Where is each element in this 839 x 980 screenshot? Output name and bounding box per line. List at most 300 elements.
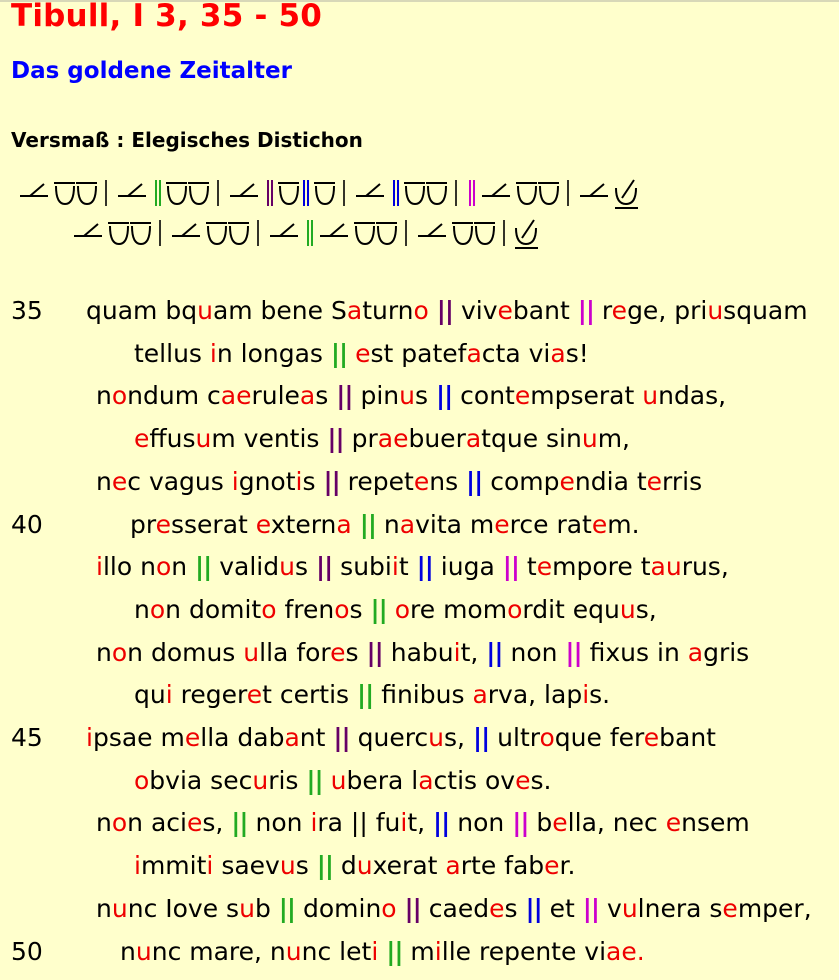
verse-fragment: non [449,808,513,838]
verse-fragment: s [294,552,316,582]
stressed-syllable: o [394,594,411,624]
longum-symbol [20,184,48,196]
stressed-syllable: e [559,466,575,496]
verse-fragment: n [96,381,112,411]
stressed-syllable: a [299,381,316,411]
stressed-syllable: o [507,594,523,624]
stressed-syllable: ae [220,381,252,411]
stressed-syllable: i [371,936,379,966]
verse-fragment: bant [659,723,716,752]
verse-text-line [96,552,729,581]
breve-symbol [354,223,375,244]
verse-fragment: pr [130,509,156,539]
verse-text-line [96,467,702,496]
caesura-mark: || [316,851,333,881]
verse-fragment: ultr [489,723,540,752]
verse-fragment: s, [444,723,473,752]
verse-fragment: non [502,637,566,667]
stressed-syllable: o [155,552,172,582]
verse-fragment: m. [607,509,640,539]
stressed-syllable: i [134,851,141,881]
caesura-mark: || [512,808,529,838]
stressed-syllable: u [252,765,269,795]
verse-fragment: m [402,936,435,966]
verse-fragment: n [375,509,400,539]
verse-fragment: sserat [171,509,256,539]
breve-symbol [376,223,397,244]
stressed-syllable: u [197,296,213,325]
stressed-syllable: i [295,466,303,496]
stressed-syllable: e [722,893,738,923]
verse-fragment: n [134,594,150,624]
caesura-mark: || [315,552,333,582]
verse-fragment: pin [352,381,400,411]
verse-fragment: n aci [127,808,187,838]
verse-fragment: subi [332,552,392,582]
stressed-syllable: o [149,594,166,624]
breve-symbol [108,223,129,244]
verse-fragment: gnot [238,466,296,496]
meter-scheme-pentameter [72,214,772,254]
verse-fragment: habu [382,637,454,667]
stressed-syllable: e [255,509,271,539]
verse-fragment: viv [453,296,498,325]
breve-symbol [426,183,447,204]
verse-fragment: turn [362,296,414,325]
caesura-mark: || [472,723,490,752]
verse-fragment: s [504,893,526,923]
stressed-syllable: a [336,509,352,539]
stressed-syllable: o [261,594,277,624]
verse-fragment: ndas, [658,381,727,411]
caesura-mark: || [327,424,344,454]
verse-fragment: lla, nec [567,808,666,838]
verse-line [0,808,839,851]
verse-fragment: lnera s [637,893,723,923]
stressed-syllable: e [544,851,560,881]
caesura-mark [308,220,312,246]
stressed-syllable: i [165,680,173,710]
caesura-mark: || [330,338,348,368]
breve-symbol [452,223,473,244]
stressed-syllable: i [231,466,239,496]
verse-fragment: lle repente vi [441,936,607,966]
stressed-syllable: u [279,552,295,582]
caesura-mark: || [323,466,340,496]
caesura-mark [394,180,398,206]
verse-fragment: nibus [396,680,473,710]
verse-fragment: t [398,552,417,582]
verse-fragment: valid [211,552,280,582]
stressed-syllable: i [310,808,318,838]
stressed-syllable: e [514,381,531,411]
stressed-syllable: a [346,296,363,325]
verse-fragment: t certis [262,680,357,710]
stressed-syllable: u [581,424,598,454]
longum-symbol [418,224,446,236]
verse-line [0,851,839,894]
verse-fragment: n [171,552,196,582]
caesura-mark: || [336,381,353,411]
verse-fragment [347,339,355,368]
stressed-syllable: a [399,509,416,539]
stressed-syllable: e [552,808,568,838]
breve-symbol [404,183,425,204]
stressed-syllable: a [550,338,566,368]
caesura-mark: || [370,594,387,624]
verse-fragment: n [96,808,112,838]
stressed-syllable: i [582,680,590,710]
verse-fragment: nsem [681,808,750,838]
stressed-syllable: i [391,552,399,582]
stressed-syllable: e [646,466,663,496]
caesura-mark [156,180,160,206]
verse-fragment: re mom [410,594,508,624]
verse-fragment: n [120,936,136,966]
stressed-syllable: i [96,552,103,582]
verse-fragment: ra || fu [317,808,401,838]
verse-text-line [96,381,726,410]
stressed-syllable: e [134,424,150,454]
caesura-mark: || [502,552,519,582]
line-number: 50 [11,936,43,966]
verse-fragment: comp [482,466,560,496]
longum-symbol [482,184,510,196]
verse-fragment: s [315,381,337,411]
verse-line [0,723,839,766]
verse-fragment: cta vi [481,338,551,368]
verse-text-line [134,851,575,880]
verse-fragment: rte fab [460,851,545,881]
verse-line [0,595,839,638]
verse-fragment: b [528,808,553,838]
stressed-syllable: u [621,893,638,923]
verse-fragment [323,766,331,795]
verse-fragment: ns [429,466,467,496]
verse-fragment: mpserat [530,381,643,411]
verse-fragment: lla dab [200,723,285,752]
verse-fragment: saev [213,851,280,881]
stressed-syllable: e [611,296,628,325]
verse-fragment: pr [343,424,378,454]
meter-label: Versmaß : Elegisches Distichon [11,128,363,152]
breve-symbol [54,183,75,204]
verse-fragment: xerat [372,851,446,881]
stressed-syllable: o [111,381,128,411]
stressed-syllable: e [246,680,263,710]
stressed-syllable: i [434,936,442,966]
stressed-syllable: a [284,723,300,752]
verse-line [0,894,839,937]
stressed-syllable: u [111,893,128,923]
verse-fragment: psae m [92,723,185,752]
verse-text-line [130,510,640,539]
anceps-symbol [615,180,638,208]
verse-fragment: bvia sec [149,765,253,795]
verse-line [0,467,839,510]
stressed-syllable: i [400,808,408,838]
breve-symbol [228,223,249,244]
verse-fragment: xtern [270,509,337,539]
verse-text-line [134,424,630,453]
verse-fragment: ctis ov [433,765,516,795]
stressed-syllable: e [330,637,346,667]
stressed-syllable: au [650,552,682,582]
caesura-mark: || [386,936,403,966]
verse-fragment: repet [339,466,414,496]
stressed-syllable: e [494,509,510,539]
verse-line [0,296,839,339]
caesura-mark: || [333,723,350,752]
verse-line [0,424,839,467]
stressed-syllable: o [381,893,397,923]
verse-text-line [96,808,750,837]
caesura-mark: || [195,552,212,582]
verse-fragment: mper, [737,893,812,923]
verse-text-line [86,723,716,752]
stressed-syllable: e [665,808,682,838]
stressed-syllable: e [355,338,371,368]
stressed-syllable: u [399,381,415,411]
verse-fragment: fren [276,594,335,624]
verse-line [0,638,839,681]
stressed-syllable: e [186,808,203,838]
verse-text-line [96,894,812,923]
stressed-syllable: a [465,424,482,454]
verse-fragment: n domus [127,637,244,667]
stressed-syllable: o [413,296,429,325]
breve-symbol [206,223,227,244]
verse-fragment: tellus [134,338,210,368]
longum-symbol [356,184,384,196]
line-number: 45 [11,723,43,752]
stressed-syllable: u [243,637,260,667]
stressed-syllable: u [619,594,636,624]
verse-fragment: querc [349,723,429,752]
longum-symbol [118,184,146,196]
caesura-mark: || [433,808,450,838]
stressed-syllable: e [643,723,660,752]
verse-fragment: r [593,296,612,325]
breve-symbol [166,183,187,204]
stressed-syllable: e [515,765,531,795]
breve-symbol [278,183,299,204]
caesura-mark: || [416,552,433,582]
stressed-syllable: a [445,851,461,881]
verse-fragment: nc let [301,936,372,966]
verse-fragment [397,894,405,923]
meter-scheme-hexameter [18,174,839,214]
verse-fragment: s [302,466,324,496]
verse-fragment: st patef [370,338,467,368]
stressed-syllable: a [687,637,704,667]
verse-fragment: xus in [605,637,688,667]
stressed-syllable: o [134,765,150,795]
stressed-syllable: u [330,765,347,795]
verse-line [0,680,839,723]
verse-line [0,552,839,595]
verse-fragment: v [599,893,622,923]
verse-text-line [134,680,610,709]
verse-fragment: qu [134,680,166,710]
breve-symbol [516,183,537,204]
caesura-mark [268,180,272,206]
stressed-syllable: a [472,680,488,710]
stressed-syllable: o [334,594,350,624]
stressed-syllable: e [413,466,430,496]
verse-fragment: gris [703,637,750,667]
verse-fragment: quam b [86,296,182,325]
verse-fragment: bera l [346,765,419,795]
caesura-mark: || [486,637,503,667]
verse-fragment [352,510,360,539]
caesura-mark: || [359,509,376,539]
stressed-syllable: u [428,723,445,752]
caesura-mark: || [565,637,582,667]
verse-fragment: rdit equ [522,594,620,624]
page-subtitle: Das goldene Zeitalter [11,58,292,84]
stressed-syllable: u [239,893,255,923]
verse-line [0,510,839,553]
caesura-mark: || [404,893,421,923]
verse-fragment: n longas [216,338,331,368]
caesura-mark: || [582,893,600,923]
verse-line [0,766,839,809]
stressed-syllable: e [155,509,171,539]
stressed-syllable: i [453,637,461,667]
verse-fragment: m ventis [211,424,328,454]
verse-fragment: s, [635,594,657,624]
caesura-mark: || [278,893,296,923]
verse-fragment: n [96,466,112,496]
longum-symbol [580,184,608,196]
breve-symbol [188,183,209,204]
verse-fragment: nc mare, n [151,936,286,966]
verse-fragment: et [541,893,583,923]
breve-symbol [474,223,495,244]
verse-fragment [387,595,395,624]
verse-fragment: nt [299,723,334,752]
verse-fragment: m, [597,424,631,454]
breve-symbol [76,183,97,204]
verse-fragment: que fer [554,723,644,752]
verse-fragment: t, [460,637,487,667]
verse-line [0,937,839,980]
verse-fragment: mpore t [552,552,651,582]
verse-fragment: ndia t [574,466,647,496]
stressed-syllable: a [418,765,434,795]
caesura-mark: || [466,466,483,496]
verse-text-line [134,595,657,624]
stressed-syllable: u [356,851,373,881]
verse-fragment: vita m [415,509,495,539]
stressed-syllable: e [536,552,553,582]
verse-fragment: s [295,851,317,881]
verse-fragment: q [181,296,198,325]
verse-fragment: ffus [149,424,196,454]
stressed-syllable: o [539,723,555,752]
verse-fragment: d [332,851,357,881]
verse-fragment: n [96,637,112,667]
longum-symbol [270,224,298,236]
verse-fragment: s [345,637,367,667]
verse-fragment: s! [565,338,589,368]
verse-fragment: rva, lap [487,680,583,710]
line-number: 35 [11,296,43,325]
verse-text-line [86,296,808,325]
verse-fragment: buer [408,424,466,454]
verse-line [0,381,839,424]
verse-fragment: ris [268,765,307,795]
caesura-mark [470,180,474,206]
breve-symbol [130,223,151,244]
verse-fragment: b [254,893,279,923]
longum-symbol [74,224,102,236]
stressed-syllable: e [184,723,201,752]
stressed-syllable: u [279,851,296,881]
caesura-mark: || [525,893,542,923]
verse-fragment: nc Iove s [127,893,240,923]
stressed-syllable: e [591,509,608,539]
stressed-syllable: ae. [606,936,645,966]
stressed-syllable: i [86,723,93,752]
verse-fragment: iuga [432,552,503,582]
verse-fragment: s [414,381,436,411]
stressed-syllable: ae [377,424,409,454]
verse-text-line [120,937,645,966]
verse-line [0,339,839,382]
stressed-syllable: u [135,936,152,966]
verse-fragment: tque sin [481,424,582,454]
breve-symbol [538,183,559,204]
caesura-mark: || [231,808,248,838]
verse-text-line [134,766,551,795]
verse-fragment: lla for [259,637,331,667]
breve-symbol [314,183,335,204]
verse-fragment: c vagus [127,466,232,496]
page-title: Tibull, I 3, 35 - 50 [11,0,323,34]
verse-fragment: ndum c [127,381,221,411]
verse-fragment: ge, pri [627,296,708,325]
stressed-syllable: e [111,466,128,496]
stressed-syllable: o [111,808,128,838]
verse-fragment: r. [559,851,576,881]
verse-fragment: s [349,594,371,624]
verse-fragment: rce rat [509,509,592,539]
verse-fragment: rris [662,466,703,496]
caesura-mark [304,180,308,206]
verse-fragment: llo n [102,552,156,582]
verse-fragment: t [518,552,537,582]
caesura-mark: || [306,765,323,795]
stressed-syllable: u [642,381,659,411]
verse-fragment: rule [251,381,300,411]
verse-text-line [96,638,749,667]
caesura-mark: || [366,637,383,667]
verse-fragment: s, [202,808,232,838]
stressed-syllable: u [195,424,212,454]
stressed-syllable: u [707,296,724,325]
verse-fragment: non [247,808,311,838]
verse-fragment: s. [589,680,611,710]
verse-fragment: s. [530,765,552,795]
stressed-syllable: o [111,637,128,667]
verse-fragment [429,296,437,325]
stressed-syllable: e [497,296,513,325]
caesura-mark: || [436,296,454,325]
caesura-mark: || [356,680,374,710]
verse-fragment: caed [420,893,490,923]
